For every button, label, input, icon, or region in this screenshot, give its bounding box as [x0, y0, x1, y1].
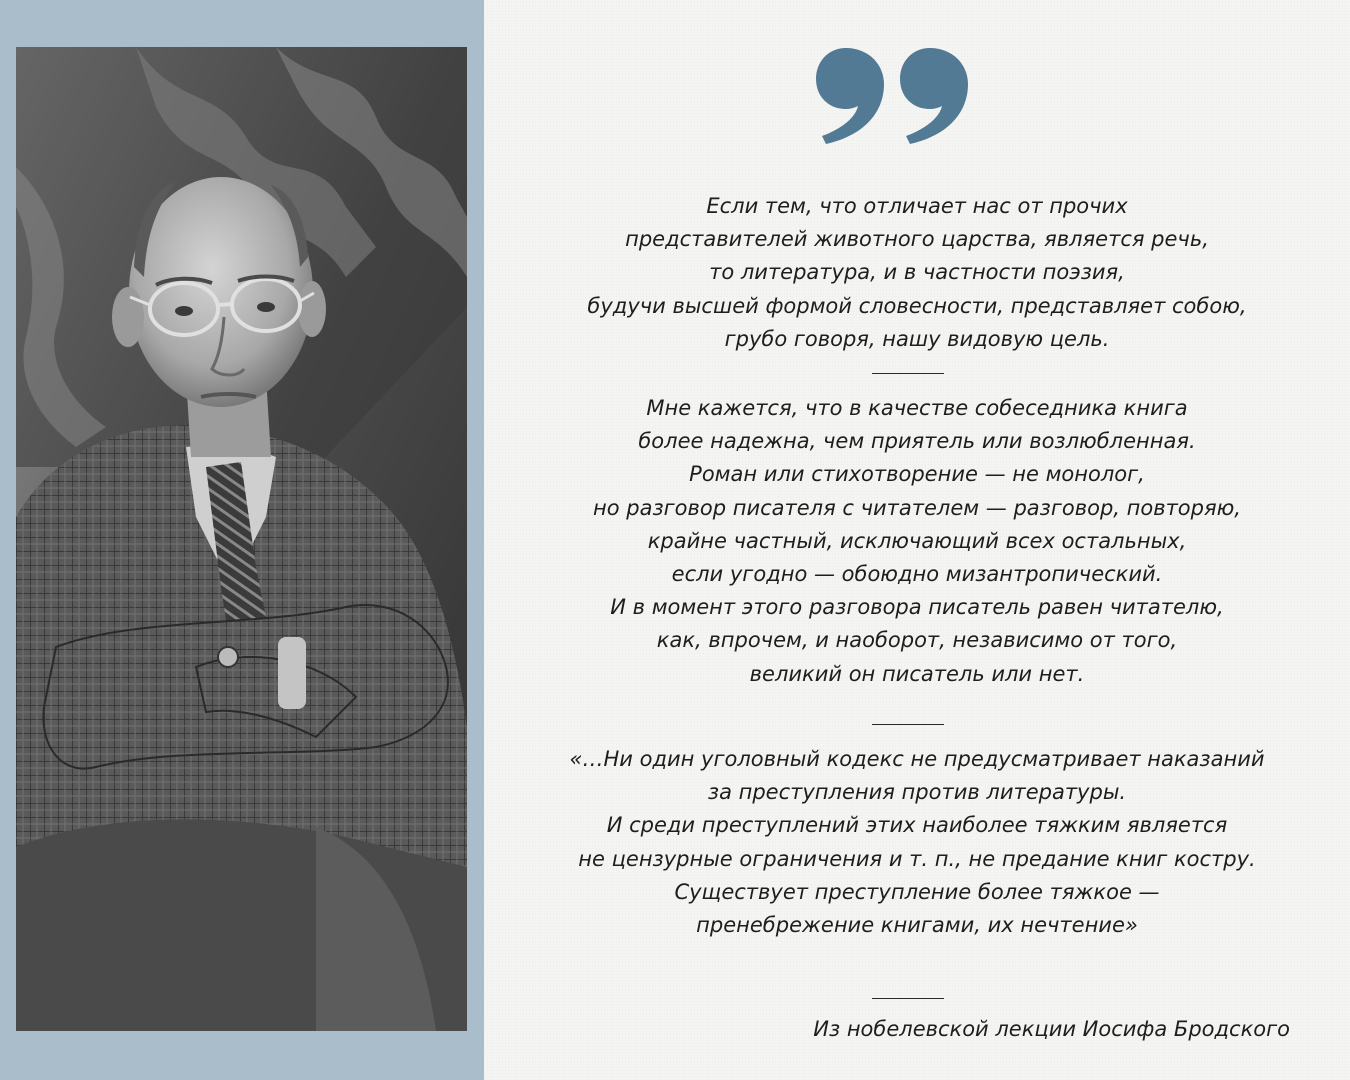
quote-line: если угодно — обоюдно мизантропический. — [671, 562, 1163, 587]
attribution: Из нобелевской лекции Иосифа Бродского — [813, 1017, 1290, 1041]
quote-line: «…Ни один уголовный кодекс не предусматривает наказаний — [569, 747, 1265, 771]
divider — [872, 998, 944, 999]
quote-line: будучи высшей формой словесности, представляет собою, — [587, 293, 1247, 318]
quote-line: но разговор писателя с читателем — разговор, повторяю, — [593, 495, 1241, 520]
quote-line: И в момент этого разговора писатель равен читателю, — [610, 595, 1224, 620]
quote-line: крайне частный, исключающий всех остальных, — [647, 528, 1187, 553]
quote-line: пренебрежение книгами, их нечтение» — [696, 913, 1138, 938]
quote-line: представителей животного царства, является речь, — [625, 227, 1209, 252]
quote-line: Существует преступление более тяжкое — — [674, 879, 1160, 904]
divider — [872, 373, 944, 374]
quote-line: более надежна, чем приятель или возлюбленная. — [638, 429, 1196, 454]
quote-line: как, впрочем, и наоборот, независимо от того, — [656, 628, 1178, 653]
quote-block-1 — [484, 190, 1350, 356]
quote-line: Роман или стихотворение — не монолог, — [689, 462, 1145, 487]
quote-line: то литература, и в частности поэзия, — [709, 260, 1125, 285]
divider — [872, 724, 944, 725]
quote-icon — [812, 44, 968, 148]
portrait-photo — [16, 47, 467, 1031]
quote-line: грубо говоря, нашу видовую цель. — [724, 326, 1110, 351]
quote-line: не цензурные ограничения и т. п., не предание книг костру. — [578, 846, 1256, 871]
quote-line: за преступления против литературы. — [707, 780, 1127, 805]
quote-line: Мне кажется, что в качестве собеседника книга — [646, 396, 1188, 420]
quote-line: великий он писатель или нет. — [749, 661, 1085, 686]
quote-line: И среди преступлений этих наиболее тяжким является — [606, 813, 1228, 838]
quote-block-3 — [484, 743, 1350, 942]
quote-line: Если тем, что отличает нас от прочих — [706, 194, 1128, 218]
quote-block-2 — [484, 392, 1350, 691]
